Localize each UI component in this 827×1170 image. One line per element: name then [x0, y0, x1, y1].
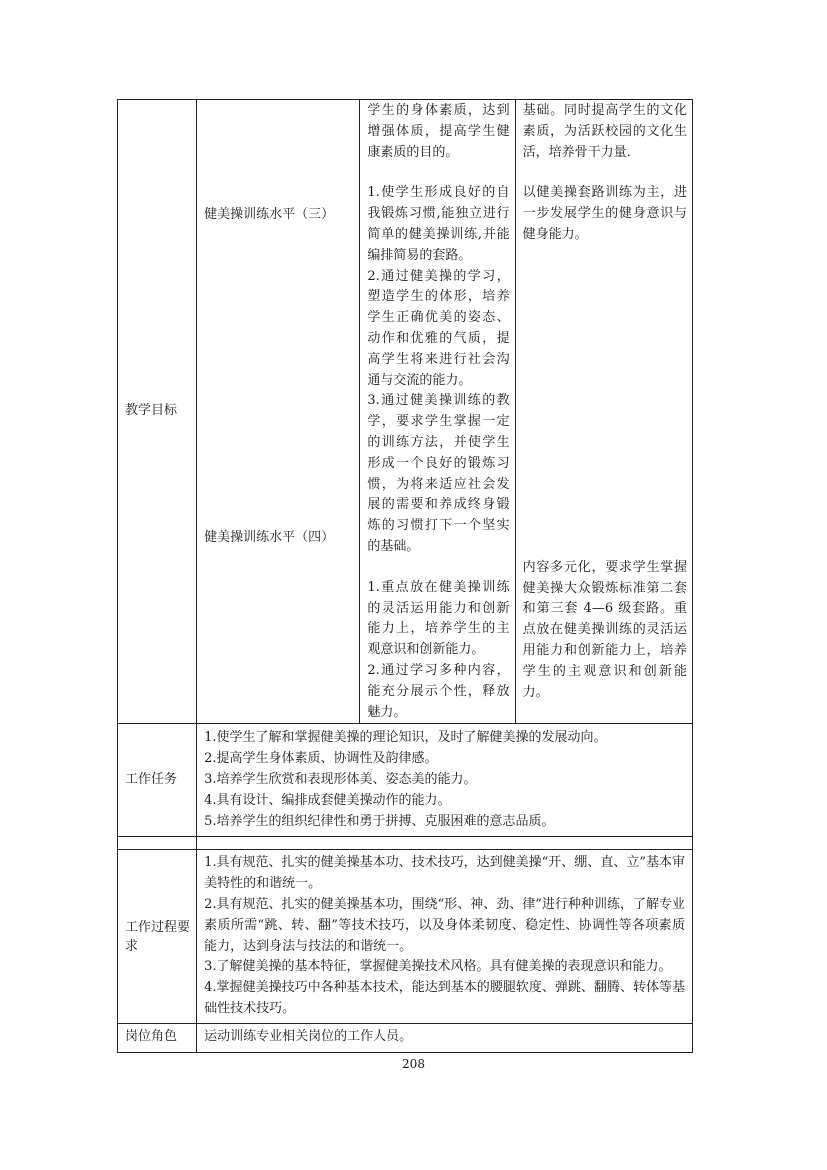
process-label: 工作过程要求 [125, 919, 191, 954]
goals-col3-l3-item-2: 2.通过健美操的学习，塑造学生的体形，培养学生正确优美的姿态、动作和优雅的气质，提高学生将来进行社会沟通与交流的能力。 [367, 268, 510, 388]
goals-level-cell [197, 100, 360, 724]
task-item-1: 1.使学生了解和掌握健美操的理论知识，及时了解健美操的发展动向。 [204, 730, 607, 746]
level-4-label: 健美操训练水平（四） [204, 530, 335, 545]
spacer-row [118, 837, 693, 850]
tasks-label: 工作任务 [125, 771, 178, 787]
role-label-cell [118, 1023, 197, 1052]
goals-row [118, 100, 693, 724]
course-table [117, 99, 693, 1053]
task-item-3: 3.培养学生欣赏和表现形体美、姿态美的能力。 [204, 771, 477, 787]
goals-col4-l4: 内容多元化，要求学生掌握健美操大众锻炼标准第二套和第三套 4—6 级套路。重点放在健美操训练的灵活运用能力和创新能力上，培养学生的主观意识和创新能力。 [522, 559, 687, 700]
goals-label: 教学目标 [125, 403, 178, 419]
goals-col3-cell [360, 100, 515, 724]
process-row [118, 850, 693, 1023]
goals-col3-top: 学生的身体素质，达到增强体质，提高学生健康素质的目的。 [367, 103, 510, 160]
role-row [118, 1023, 693, 1052]
goals-col3-l3-item-1: 1.使学生形成良好的自我锻炼习惯,能独立进行简单的健美操训练,并能编排简易的套路。 [367, 185, 510, 263]
role-label: 岗位角色 [125, 1029, 178, 1045]
task-item-5: 5.培养学生的组织纪律性和勇于拼搏、克服困难的意志品质。 [204, 813, 555, 829]
process-item-4: 4.掌握健美操技巧中各种基本技术，能达到基本的腰腿软度、弹跳、翻腾、转体等基础性技术技巧。 [204, 980, 685, 1016]
goals-label-cell [118, 100, 197, 724]
task-item-4: 4.具有设计、编排成套健美操动作的能力。 [204, 792, 451, 808]
page-number: 208 [402, 1057, 425, 1071]
goals-col4-top: 基础。同时提高学生的文化素质，为活跃校园的文化生活，培养骨干力量. [522, 103, 687, 160]
role-content-cell [197, 1023, 693, 1052]
tasks-content-cell [197, 724, 693, 837]
goals-col3-l4-item-2: 2.通过学习多种内容，能充分展示个性，释放魅力。 [367, 662, 510, 720]
goals-col4-cell [515, 100, 692, 724]
level-3-label: 健美操训练水平（三） [204, 207, 335, 222]
goals-col3-l4-item-1: 1.重点放在健美操训练的灵活运用能力和创新能力上，培养学生的主观意识和创新能力。 [367, 579, 510, 658]
tasks-row [118, 724, 693, 837]
task-item-2: 2.提高学生身体素质、协调性及韵律感。 [204, 751, 438, 767]
process-content-cell [197, 850, 693, 1023]
process-item-1: 1.具有规范、扎实的健美操基本功、技术技巧，达到健美操“开、绷、直、立”基本审美特性的和谐统一。 [204, 855, 685, 892]
tasks-label-cell [118, 724, 197, 837]
process-label-cell [118, 850, 197, 1023]
process-item-3: 3.了解健美操的基本特征，掌握健美操技术风格。具有健美操的表现意识和能力。 [204, 959, 672, 975]
goals-col3-l3-item-3: 3.通过健美操训练的教学，要求学生掌握一定的训练方法，并使学生形成一个良好的锻炼习惯，为将来适应社会发展的需要和养成终身锻炼的习惯打下一个坚实的基础。 [367, 393, 510, 554]
goals-col4-l3: 以健美操套路训练为主，进一步发展学生的健身意识与健身能力。 [522, 185, 687, 242]
role-text: 运动训练专业相关岗位的工作人员。 [204, 1028, 413, 1044]
process-item-2: 2.具有规范、扎实的健美操基本功，围绕“形、神、劲、律”进行种种训练，了解专业素质所需“跳、转、翻”等技术技巧，以及身体柔韧度、稳定性、协调性等各项素质能力，达到身法与技法的和谐统一。 [204, 896, 685, 954]
